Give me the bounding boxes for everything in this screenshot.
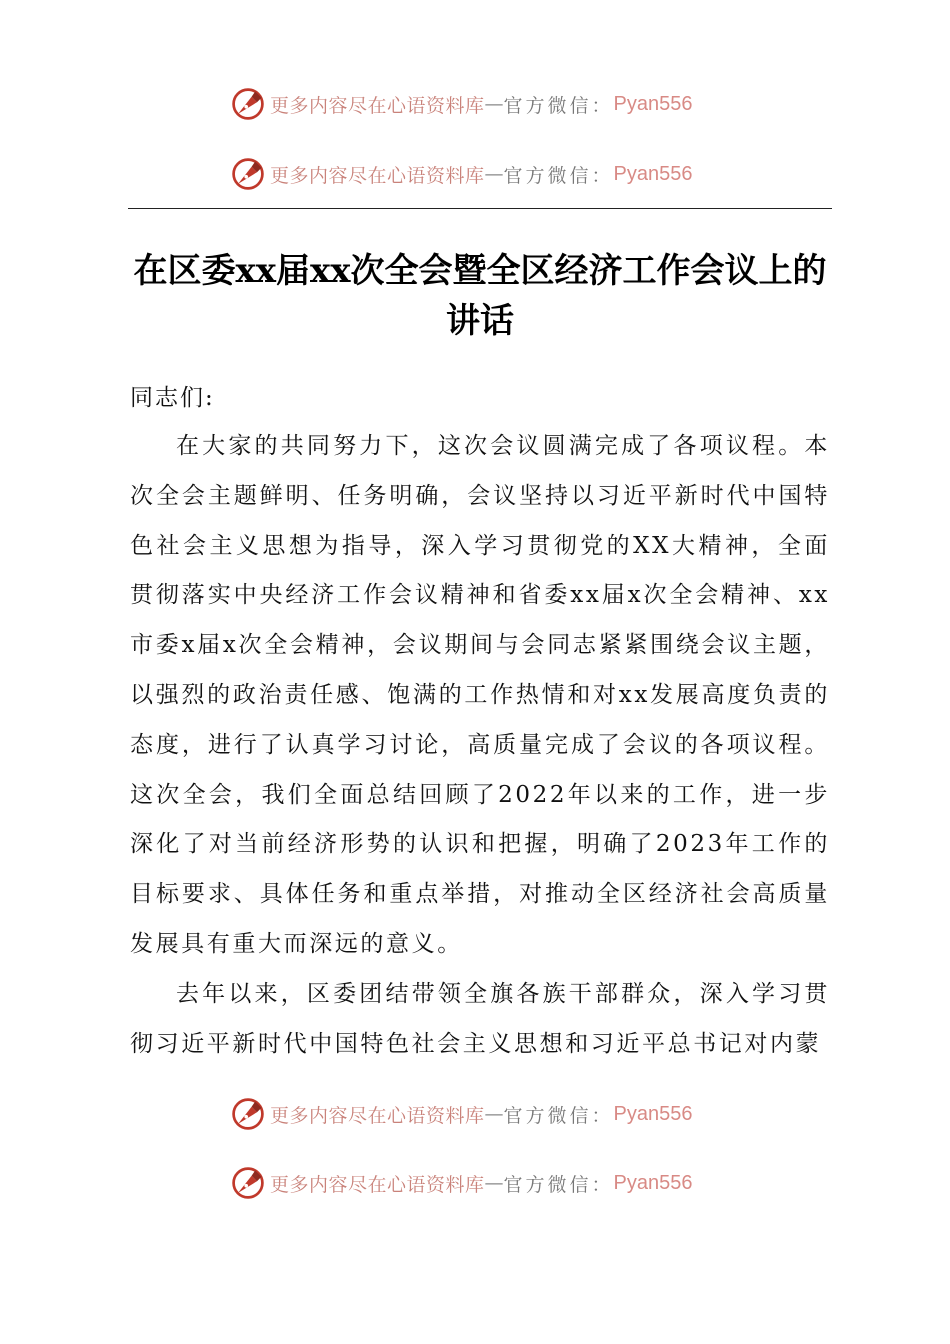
watermark-official-label: 官方微信： xyxy=(503,164,614,187)
watermark-official-label: 官方微信： xyxy=(503,1104,614,1127)
watermark-text: 更多内容尽在心语资料库 xyxy=(270,1173,485,1196)
watermark-wechat-id: Pyan556 xyxy=(613,1102,693,1125)
document-title: 在区委xx届xx次全会暨全区经济工作会议上的讲话 xyxy=(133,251,827,341)
watermark-separator: — xyxy=(484,93,504,115)
watermark-official-label: 官方微信： xyxy=(503,94,614,117)
body-paragraph: 在大家的共同努力下，这次会议圆满完成了各项议程。本次全会主题鲜明、任务明确，会议坚持以习近平新时代中国特色社会主义思想为指导，深入学习贯彻党的XX大精神，全面贯彻落实中央经济工作会议精神和省委xx届x次全会精神、xx市委x届x次全会精神，会议期间与会同志紧紧围绕会议主题，以强烈的政治责任感、饱满的工作热情和对xx发展高度负责的态度，进行了认真学习讨论，高质量完成了会议的各项议程。这次全会，我们全面总结回顾了2022年以来的工作，进一步深化了对当前经济形势的认识和把握，明确了2023年工作的目标要求、具体任务和重点举措，对推动全区经济社会高质量发展具有重大而深远的意义。 xyxy=(130,433,830,957)
header-divider xyxy=(128,208,832,209)
watermark-banner xyxy=(230,1094,693,1134)
watermark-text: 更多内容尽在心语资料库 xyxy=(270,1104,485,1127)
pen-nib-logo-icon xyxy=(230,1096,266,1132)
watermark-separator: — xyxy=(484,1103,504,1125)
watermark-wechat-id: Pyan556 xyxy=(613,162,693,185)
pen-nib-logo-icon xyxy=(230,156,266,192)
watermark-separator: — xyxy=(484,163,504,185)
watermark-text: 更多内容尽在心语资料库 xyxy=(270,94,485,117)
watermark-separator: — xyxy=(484,1172,504,1194)
watermark-banner xyxy=(230,1163,693,1203)
watermark-official-label: 官方微信： xyxy=(503,1173,614,1196)
greeting: 同志们: xyxy=(130,385,215,411)
body-paragraph: 去年以来，区委团结带领全旗各族干部群众，深入学习贯彻习近平新时代中国特色社会主义思想和习近平总书记对内蒙 xyxy=(130,981,830,1057)
watermark-text: 更多内容尽在心语资料库 xyxy=(270,164,485,187)
pen-nib-logo-icon xyxy=(230,86,266,122)
watermark-banner xyxy=(230,154,693,194)
watermark-wechat-id: Pyan556 xyxy=(613,1171,693,1194)
watermark-banner xyxy=(230,84,693,124)
watermark-wechat-id: Pyan556 xyxy=(613,92,693,115)
pen-nib-logo-icon xyxy=(230,1165,266,1201)
